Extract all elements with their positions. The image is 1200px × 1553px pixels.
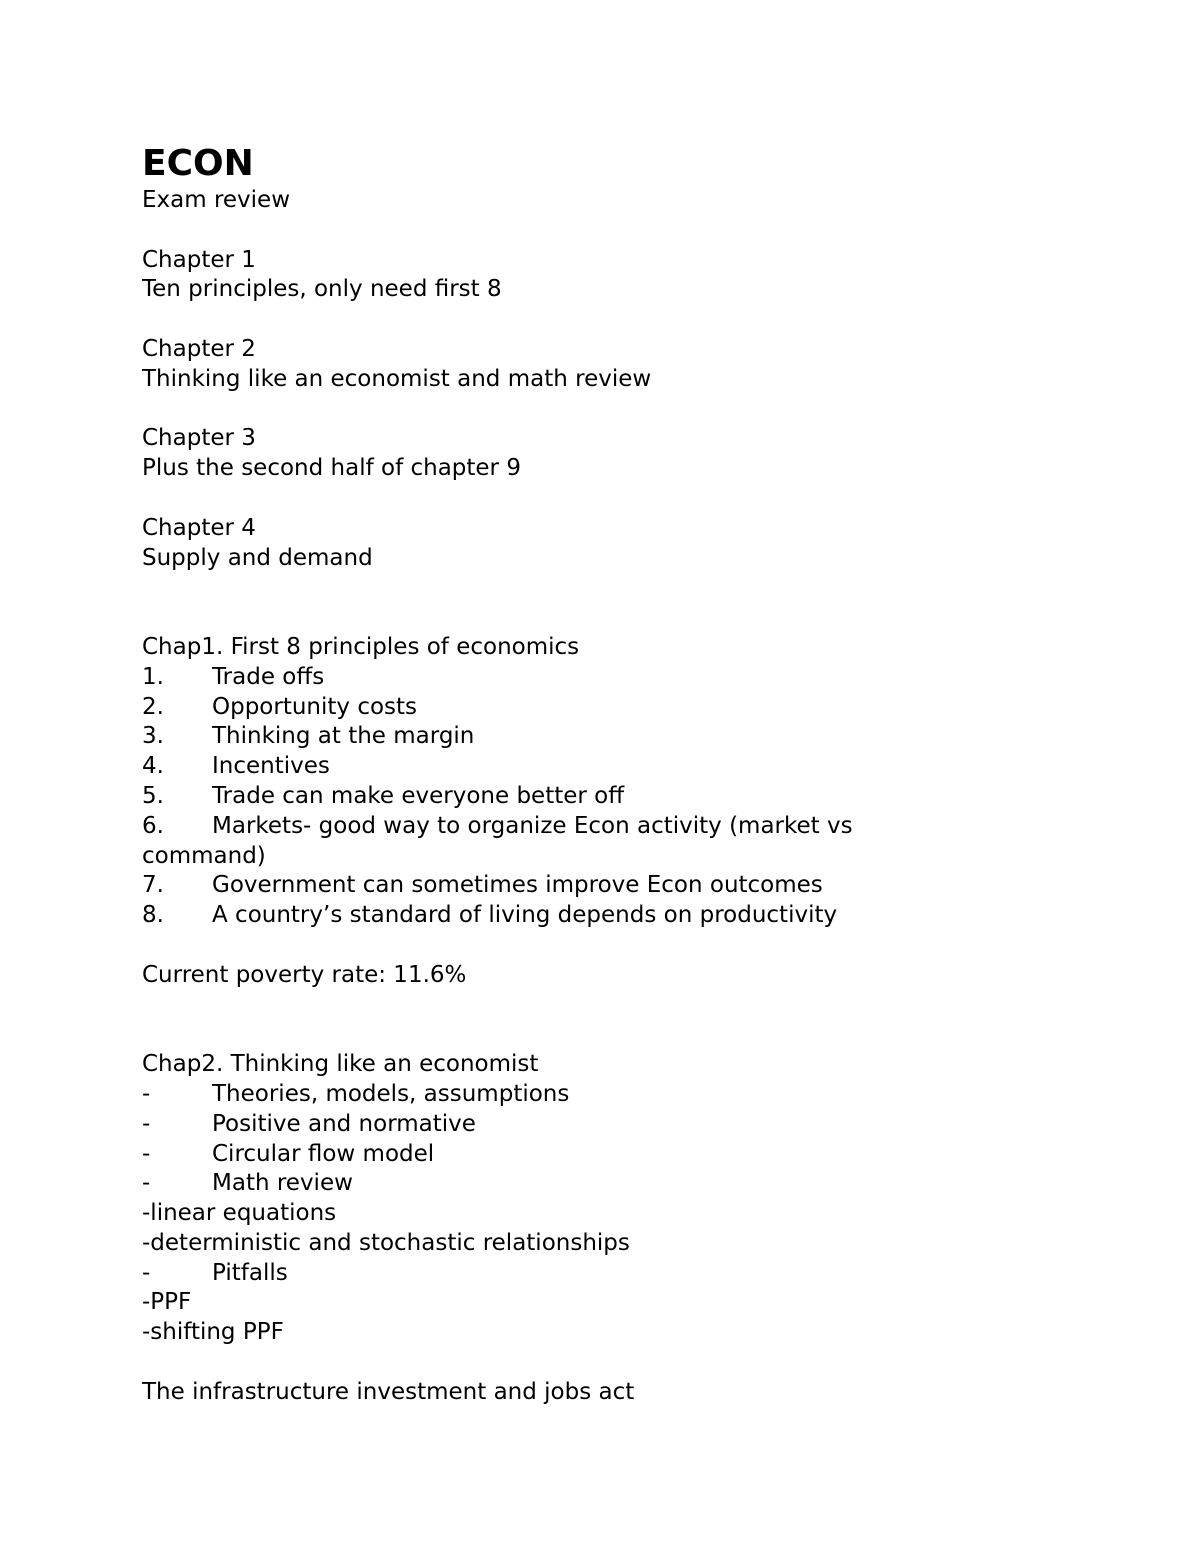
list-text: Theories, models, assumptions	[212, 1080, 570, 1107]
list-item	[142, 1080, 1042, 1110]
list-item	[142, 1169, 1042, 1199]
list-text: Circular flow model	[212, 1140, 435, 1167]
spacer	[142, 395, 1042, 425]
list-item	[142, 871, 1042, 901]
doc-title: ECON	[142, 143, 254, 184]
list-number: 5.	[142, 782, 164, 809]
closing-line: The infrastructure investment and jobs act	[142, 1378, 635, 1405]
list-text: Positive and normative	[212, 1110, 476, 1137]
spacer	[142, 484, 1042, 514]
chapter-desc: Thinking like an economist and math review	[142, 365, 652, 392]
sub-item: -PPF	[142, 1289, 192, 1316]
spacer	[142, 573, 1042, 603]
list-item	[142, 722, 1042, 752]
list-text: Trade can make everyone better off	[212, 782, 625, 809]
list-number: 7.	[142, 872, 164, 899]
list-text: Opportunity costs	[212, 693, 418, 720]
chapter-desc: Supply and demand	[142, 544, 373, 571]
spacer	[142, 931, 1042, 961]
list-number: 6.	[142, 812, 164, 839]
list-text: Markets- good way to organize Econ activity (market vs	[212, 812, 853, 839]
list-item	[142, 1140, 1042, 1170]
chapter-desc: Plus the second half of chapter 9	[142, 455, 521, 482]
list-text: Math review	[212, 1170, 353, 1197]
list-number: 3.	[142, 723, 164, 750]
list-bullet: -	[142, 1170, 151, 1197]
list-item	[142, 663, 1042, 693]
list-bullet: -	[142, 1259, 151, 1286]
list-bullet: -	[142, 1110, 151, 1137]
spacer	[142, 1020, 1042, 1050]
poverty-rate: Current poverty rate: 11.6%	[142, 961, 467, 988]
list-item	[142, 782, 1042, 812]
list-number: 4.	[142, 753, 164, 780]
list-number: 8.	[142, 902, 164, 929]
list-item	[142, 812, 1042, 842]
list-text: A country’s standard of living depends on productivity	[212, 902, 838, 929]
chapter-heading: Chapter 4	[142, 514, 256, 541]
list-item	[142, 901, 1042, 931]
chap2-heading: Chap2. Thinking like an economist	[142, 1051, 539, 1078]
list-bullet: -	[142, 1080, 151, 1107]
chapter-heading: Chapter 3	[142, 425, 256, 452]
list-text: Thinking at the margin	[212, 723, 475, 750]
list-number: 2.	[142, 693, 164, 720]
list-item	[142, 1259, 1042, 1289]
chap1-heading: Chap1. First 8 principles of economics	[142, 633, 580, 660]
chapter-heading: Chapter 1	[142, 246, 256, 273]
list-text: Incentives	[212, 753, 330, 780]
list-item	[142, 752, 1042, 782]
sub-item: -linear equations	[142, 1200, 337, 1227]
list-item	[142, 1110, 1042, 1140]
sub-item: -deterministic and stochastic relationships	[142, 1229, 630, 1256]
list-item	[142, 693, 1042, 723]
list-bullet: -	[142, 1140, 151, 1167]
spacer	[142, 216, 1042, 246]
sub-item: -shifting PPF	[142, 1319, 284, 1346]
chapter-heading: Chapter 2	[142, 335, 256, 362]
spacer	[142, 1348, 1042, 1378]
list-text: Government can sometimes improve Econ outcomes	[212, 872, 823, 899]
list-item-continuation: command)	[142, 842, 266, 869]
spacer	[142, 305, 1042, 335]
doc-subtitle: Exam review	[142, 187, 291, 213]
document-page	[142, 142, 1042, 1408]
spacer	[142, 991, 1042, 1021]
chapter-desc: Ten principles, only need first 8	[142, 276, 502, 303]
spacer	[142, 603, 1042, 633]
list-number: 1.	[142, 663, 164, 690]
list-text: Trade offs	[212, 663, 325, 690]
list-text: Pitfalls	[212, 1259, 288, 1286]
